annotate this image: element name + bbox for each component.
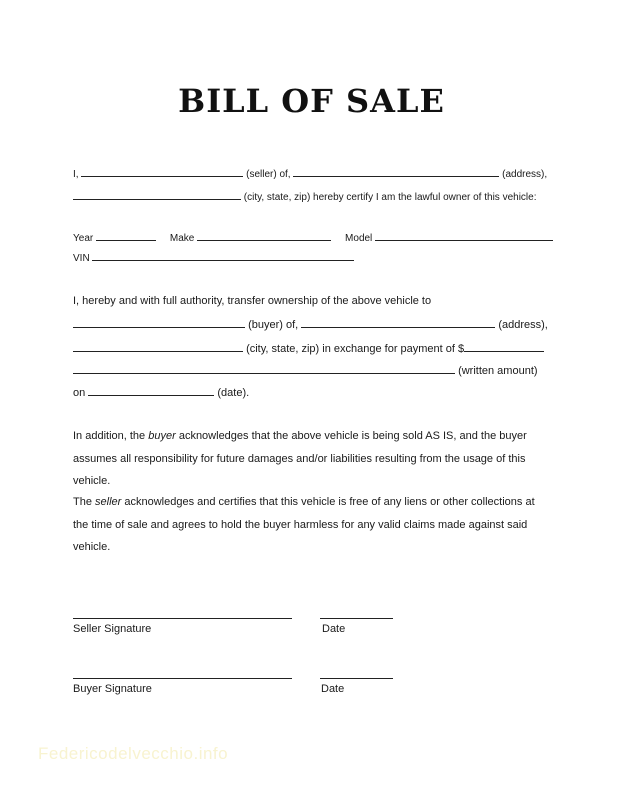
- paragraph2-text-cont: acknowledges and certifies that this vehicle is free of any liens or other collections at: [121, 496, 535, 508]
- seller-label: (seller) of,: [246, 169, 291, 180]
- sale-date-blank[interactable]: [88, 385, 214, 396]
- transfer-intro: I, hereby and with full authority, transfer ownership of the above vehicle to: [73, 295, 432, 307]
- on-label: on: [73, 387, 86, 399]
- payment-label: (city, state, zip) in exchange for payment of $: [246, 343, 465, 355]
- buyer-date-label: Date: [321, 683, 345, 695]
- paragraph2-line2: the time of sale and agrees to hold the buyer harmless for any valid claims made against said: [73, 519, 528, 531]
- written-amount-label: (written amount): [458, 365, 538, 377]
- buyer-city-blank[interactable]: [73, 341, 243, 352]
- model-label: Model: [345, 233, 373, 244]
- paragraph1-text-cont: acknowledges that the above vehicle is being sold AS IS, and the buyer: [175, 430, 527, 442]
- paragraph2-text: The: [73, 496, 96, 508]
- watermark-text: Federicodelvecchio.info: [38, 744, 229, 763]
- paragraph1-buyer-word: buyer: [148, 430, 176, 442]
- seller-date-label: Date: [322, 623, 346, 635]
- certify-label: (city, state, zip) hereby certify I am the lawful owner of this vehicle:: [243, 192, 537, 203]
- payment-line: [73, 341, 544, 355]
- model-blank[interactable]: [375, 230, 553, 241]
- vin-blank[interactable]: [92, 250, 354, 261]
- vin-label: VIN: [73, 253, 90, 264]
- certify-line: [73, 189, 537, 203]
- seller-date-line[interactable]: [320, 618, 393, 619]
- written-amount-blank[interactable]: [73, 363, 455, 374]
- paragraph1-line3: vehicle.: [73, 475, 111, 487]
- seller-name-blank[interactable]: [81, 166, 243, 177]
- make-label: Make: [169, 233, 195, 244]
- make-blank[interactable]: [197, 230, 331, 241]
- buyer-signature-label: Buyer Signature: [73, 683, 152, 695]
- buyer-address-blank[interactable]: [301, 317, 495, 328]
- seller-signature-line[interactable]: [73, 618, 292, 619]
- vehicle-line: [73, 230, 553, 244]
- seller-city-blank[interactable]: [73, 189, 241, 200]
- paragraph2-line3: vehicle.: [73, 541, 111, 553]
- seller-address-blank[interactable]: [293, 166, 499, 177]
- vin-line: [73, 250, 354, 264]
- buyer-date-line[interactable]: [320, 678, 393, 679]
- buyer-signature-line[interactable]: [73, 678, 292, 679]
- paragraph1-line1: [73, 430, 527, 442]
- date-label: (date).: [217, 387, 250, 399]
- written-amount-line: [73, 363, 538, 377]
- buyer-address-label: (address),: [498, 319, 548, 331]
- buyer-line: [73, 317, 548, 331]
- paragraph2-seller-word: seller: [95, 496, 122, 508]
- year-label: Year: [73, 233, 94, 244]
- buyer-label: (buyer) of,: [248, 319, 299, 331]
- seller-signature-label: Seller Signature: [73, 623, 152, 635]
- paragraph1-line2: assumes all responsibility for future damages and/or liabilities resulting from the usage of this: [73, 453, 526, 465]
- seller-address-label: (address),: [502, 169, 548, 180]
- sale-date-line: [73, 385, 249, 399]
- document-title: BILL OF SALE: [178, 82, 445, 120]
- buyer-name-blank[interactable]: [73, 317, 245, 328]
- year-blank[interactable]: [96, 230, 156, 241]
- payment-amount-blank[interactable]: [464, 341, 544, 352]
- seller-line: [73, 166, 547, 180]
- seller-prefix: I,: [73, 169, 79, 180]
- paragraph2-line1: [73, 496, 535, 508]
- paragraph1-text: In addition, the: [73, 430, 149, 442]
